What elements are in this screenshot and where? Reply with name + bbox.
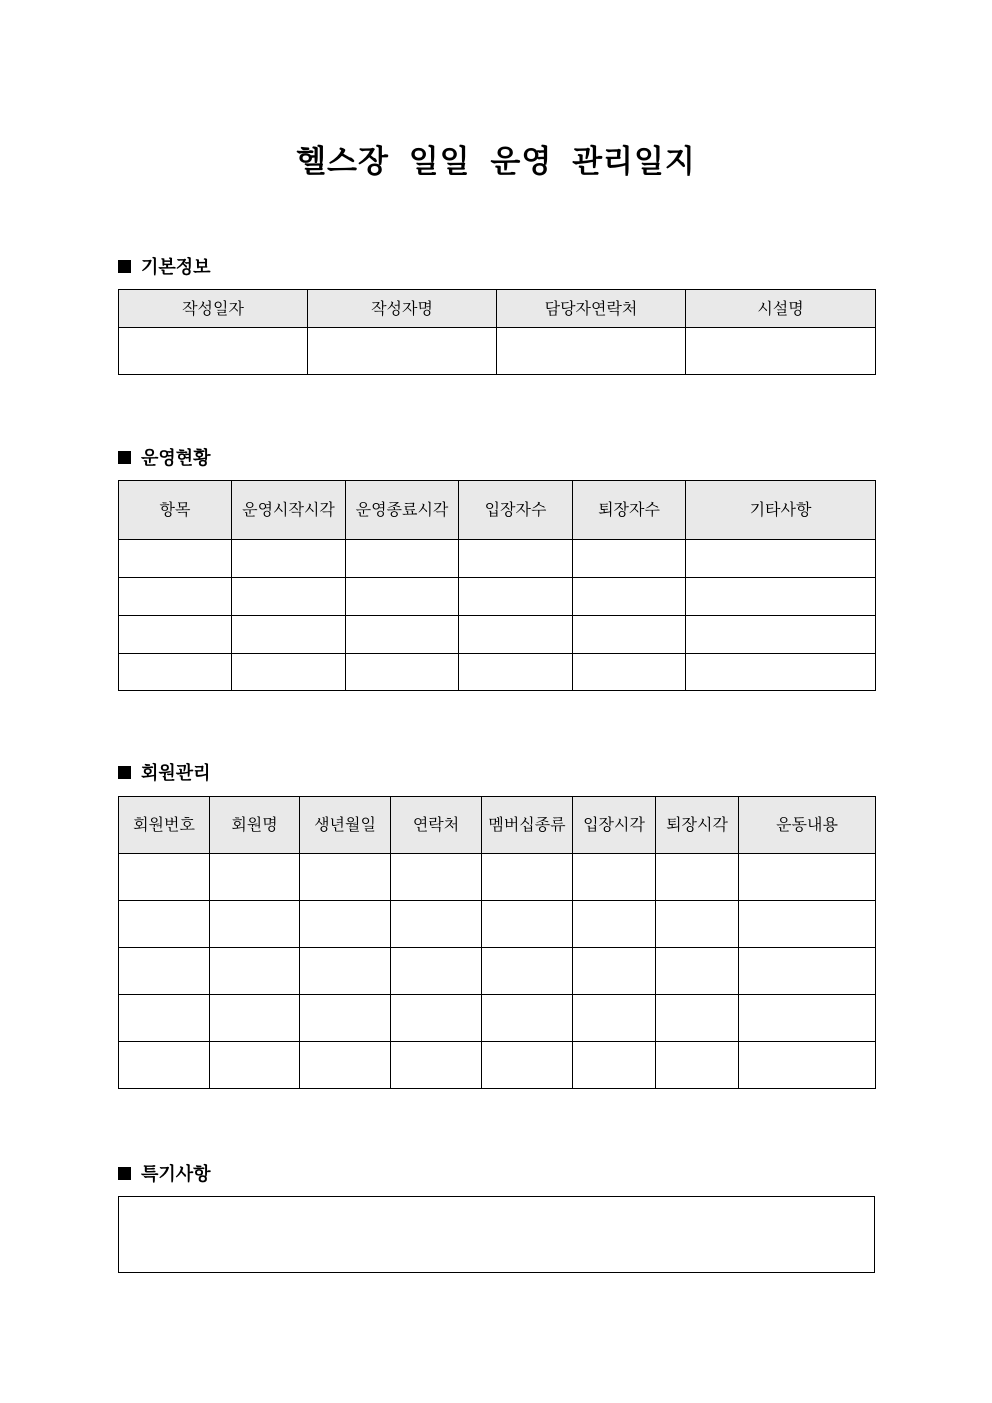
input-cell[interactable] [686, 616, 876, 654]
members-table [118, 796, 876, 1089]
table-row [119, 948, 876, 995]
header-cell: 생년월일 [300, 797, 391, 854]
input-cell[interactable] [656, 854, 739, 901]
section-heading-operation [118, 444, 211, 470]
input-cell[interactable] [346, 540, 459, 578]
section-heading-notes [118, 1160, 211, 1186]
basic-info-table [118, 289, 876, 375]
table-row [119, 1042, 876, 1089]
input-cell[interactable] [482, 995, 573, 1042]
input-cell[interactable] [482, 948, 573, 995]
input-cell[interactable] [119, 901, 210, 948]
header-cell: 운동내용 [739, 797, 876, 854]
operation-table [118, 480, 876, 691]
input-cell[interactable] [686, 578, 876, 616]
input-cell[interactable] [739, 948, 876, 995]
section-label: 기본정보 [141, 257, 211, 278]
header-cell: 담당자연락처 [497, 290, 686, 328]
input-cell[interactable] [573, 948, 656, 995]
section-heading-members [118, 759, 211, 785]
input-cell[interactable] [573, 1042, 656, 1089]
input-cell[interactable] [459, 578, 573, 616]
table-row [119, 540, 876, 578]
input-cell[interactable] [739, 995, 876, 1042]
input-cell[interactable] [300, 948, 391, 995]
table-header-row [119, 481, 876, 540]
header-cell: 회원번호 [119, 797, 210, 854]
table-header-row [119, 797, 876, 854]
input-cell[interactable] [300, 901, 391, 948]
header-cell: 입장자수 [459, 481, 573, 540]
header-cell: 운영시작시각 [232, 481, 346, 540]
input-cell[interactable] [119, 995, 210, 1042]
input-cell[interactable] [459, 616, 573, 654]
input-cell[interactable] [210, 948, 300, 995]
input-cell[interactable] [656, 995, 739, 1042]
input-cell[interactable] [459, 654, 573, 691]
input-cell[interactable] [232, 654, 346, 691]
input-cell[interactable] [346, 654, 459, 691]
input-cell[interactable] [482, 854, 573, 901]
input-cell[interactable] [573, 654, 686, 691]
table-row [119, 995, 876, 1042]
input-cell[interactable] [300, 1042, 391, 1089]
input-cell[interactable] [119, 616, 232, 654]
input-cell[interactable] [210, 901, 300, 948]
input-cell[interactable] [391, 948, 482, 995]
section-label: 회원관리 [141, 763, 211, 784]
input-cell[interactable] [391, 854, 482, 901]
input-cell[interactable] [391, 995, 482, 1042]
square-bullet-icon [118, 260, 131, 273]
square-bullet-icon [118, 766, 131, 779]
input-cell[interactable] [573, 901, 656, 948]
header-cell: 회원명 [210, 797, 300, 854]
input-cell[interactable] [686, 540, 876, 578]
header-cell: 퇴장시각 [656, 797, 739, 854]
input-cell[interactable] [346, 578, 459, 616]
input-cell[interactable] [119, 654, 232, 691]
input-cell[interactable] [210, 1042, 300, 1089]
input-cell[interactable] [300, 995, 391, 1042]
table-row [119, 901, 876, 948]
header-cell: 멤버십종류 [482, 797, 573, 854]
input-cell[interactable] [391, 1042, 482, 1089]
header-cell: 퇴장자수 [573, 481, 686, 540]
input-cell[interactable] [656, 948, 739, 995]
table-row [119, 654, 876, 691]
input-cell[interactable] [656, 901, 739, 948]
input-cell[interactable] [119, 540, 232, 578]
input-cell[interactable] [739, 854, 876, 901]
header-cell: 작성자명 [308, 290, 497, 328]
input-cell[interactable] [232, 578, 346, 616]
table-row [119, 328, 876, 375]
input-cell[interactable] [739, 1042, 876, 1089]
input-cell[interactable] [210, 854, 300, 901]
table-header-row [119, 290, 876, 328]
header-cell: 연락처 [391, 797, 482, 854]
header-cell: 작성일자 [119, 290, 308, 328]
header-cell: 운영종료시각 [346, 481, 459, 540]
input-cell[interactable] [119, 948, 210, 995]
input-cell[interactable] [573, 540, 686, 578]
document-title: 헬스장 일일 운영 관리일지 [296, 144, 696, 180]
section-label: 특기사항 [141, 1164, 211, 1185]
input-cell[interactable] [391, 901, 482, 948]
section-heading-basic [118, 253, 211, 279]
input-cell[interactable] [656, 1042, 739, 1089]
input-cell[interactable] [482, 901, 573, 948]
input-cell[interactable] [119, 328, 308, 375]
header-cell: 시설명 [686, 290, 876, 328]
input-cell[interactable] [497, 328, 686, 375]
input-cell[interactable] [686, 654, 876, 691]
notes-box[interactable] [118, 1196, 875, 1273]
square-bullet-icon [118, 451, 131, 464]
input-cell[interactable] [210, 995, 300, 1042]
input-cell[interactable] [739, 901, 876, 948]
input-cell[interactable] [232, 540, 346, 578]
table-row [119, 578, 876, 616]
table-row [119, 854, 876, 901]
input-cell[interactable] [119, 854, 210, 901]
input-cell[interactable] [573, 578, 686, 616]
input-cell[interactable] [300, 854, 391, 901]
input-cell[interactable] [482, 1042, 573, 1089]
table-row [119, 616, 876, 654]
input-cell[interactable] [573, 854, 656, 901]
header-cell: 기타사항 [686, 481, 876, 540]
input-cell[interactable] [308, 328, 497, 375]
input-cell[interactable] [573, 616, 686, 654]
header-cell: 입장시각 [573, 797, 656, 854]
input-cell[interactable] [573, 995, 656, 1042]
input-cell[interactable] [119, 578, 232, 616]
header-cell: 항목 [119, 481, 232, 540]
input-cell[interactable] [119, 1042, 210, 1089]
input-cell[interactable] [686, 328, 876, 375]
input-cell[interactable] [232, 616, 346, 654]
input-cell[interactable] [346, 616, 459, 654]
input-cell[interactable] [459, 540, 573, 578]
section-label: 운영현황 [141, 448, 211, 469]
square-bullet-icon [118, 1167, 131, 1180]
